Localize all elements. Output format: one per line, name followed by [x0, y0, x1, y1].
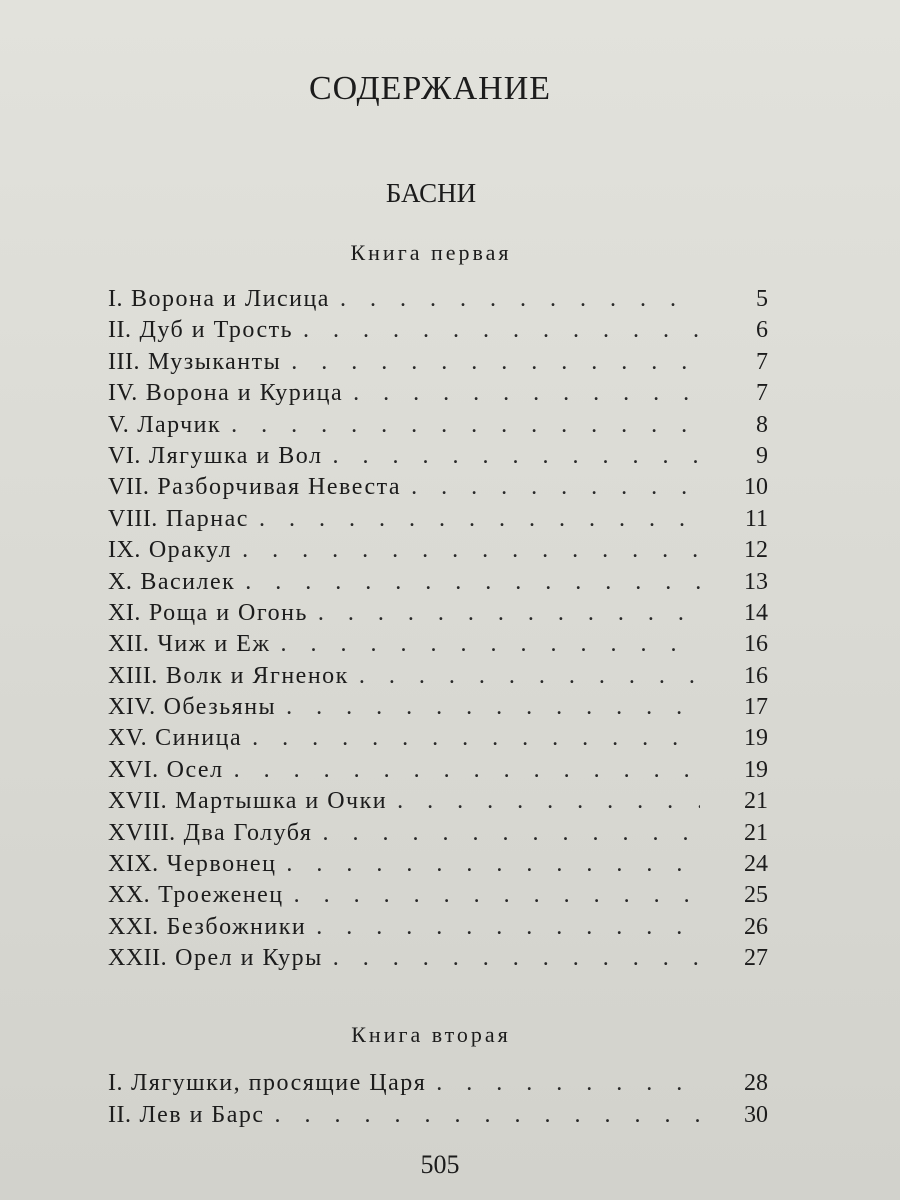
entry-page: 9 [756, 442, 768, 469]
entry-numeral: XIV. [108, 694, 156, 721]
entry-page: 7 [756, 380, 768, 407]
toc-entry [108, 412, 768, 443]
dot-leader [234, 757, 700, 784]
dot-leader [322, 820, 700, 847]
entry-title: Роща и Огонь [148, 599, 308, 626]
entry-title: Музыканты [147, 348, 282, 375]
entry-numeral: VIII. [108, 505, 158, 532]
entry-numeral: I. [108, 1070, 123, 1096]
entry-numeral: XIII. [108, 662, 158, 689]
entry-title: Оракул [148, 537, 233, 564]
entry-title: Лягушка и Вол [148, 442, 323, 469]
entry-page: 8 [756, 411, 768, 438]
page-title: СОДЕРЖАНИЕ [308, 70, 552, 107]
entry-title: Мартышка и Очки [175, 788, 388, 815]
toc-entry [108, 694, 768, 725]
entry-page: 10 [744, 474, 768, 501]
dot-leader [259, 506, 700, 533]
entry-numeral: XVII. [108, 788, 168, 815]
entry-page: 6 [756, 317, 768, 344]
entry-title: Осел [166, 756, 224, 783]
entry-numeral: IV. [108, 380, 138, 407]
entry-title: Орел и Куры [175, 945, 323, 972]
dot-leader [280, 631, 700, 658]
entry-numeral: II. [108, 1102, 132, 1128]
toc-entry [108, 757, 768, 788]
book-two-contents [108, 1070, 768, 1134]
toc-entry [108, 945, 768, 976]
entry-page: 19 [744, 756, 768, 783]
dot-leader [316, 914, 700, 941]
entry-numeral: XXII. [108, 945, 168, 972]
entry-page: 16 [744, 662, 768, 689]
entry-title: Два Голубя [183, 819, 313, 846]
entry-page: 14 [744, 599, 768, 626]
entry-title: Волк и Ягненок [165, 662, 349, 689]
dot-leader [252, 725, 700, 752]
toc-entry [108, 506, 768, 537]
book-two-heading: Книга вторая [351, 1022, 511, 1047]
entry-numeral: VII. [108, 474, 150, 501]
toc-entry [108, 380, 768, 411]
entry-title: Обезьяны [163, 694, 277, 721]
dot-leader [245, 569, 700, 596]
entry-numeral: XXI. [108, 913, 159, 940]
entry-numeral: I. [108, 286, 123, 312]
section-heading: БАСНИ [385, 178, 477, 208]
dot-leader [294, 882, 700, 909]
dot-leader [333, 945, 700, 972]
entry-title: Троеженец [158, 882, 284, 909]
entry-title: Чиж и Еж [157, 631, 271, 658]
entry-title: Ворона и Курица [145, 380, 344, 407]
entry-numeral: V. [108, 411, 130, 438]
toc-entry [108, 725, 768, 756]
toc-entry [108, 788, 768, 819]
entry-title: Безбожники [166, 913, 307, 940]
dot-leader [286, 694, 700, 721]
entry-page: 27 [744, 945, 768, 972]
entry-page: 30 [744, 1102, 768, 1128]
entry-page: 28 [744, 1070, 768, 1096]
toc-entry [108, 537, 768, 568]
entry-page: 17 [744, 694, 768, 721]
entry-numeral: IX. [108, 537, 141, 564]
entry-title: Ворона и Лисица [131, 286, 330, 312]
dot-leader [231, 412, 700, 439]
entry-numeral: XX. [108, 882, 151, 909]
entry-numeral: XV. [108, 725, 148, 752]
book-one-contents [108, 286, 768, 977]
dot-leader [436, 1070, 700, 1097]
dot-leader [286, 851, 700, 878]
toc-entry [108, 914, 768, 945]
toc-entry [108, 600, 768, 631]
dot-leader [318, 600, 700, 627]
dot-leader [340, 286, 700, 313]
entry-page: 11 [744, 505, 768, 532]
toc-entry [108, 1102, 768, 1134]
toc-entry [108, 820, 768, 851]
entry-numeral: III. [108, 348, 140, 375]
entry-title: Дуб и Трость [139, 317, 294, 344]
entry-title: Червонец [166, 851, 277, 878]
entry-page: 7 [756, 348, 768, 375]
entry-title: Лягушки, просящие Царя [131, 1070, 427, 1096]
entry-page: 26 [744, 913, 768, 940]
entry-title: Синица [155, 725, 243, 752]
toc-entry [108, 569, 768, 600]
toc-entry [108, 882, 768, 913]
entry-title: Ларчик [137, 411, 222, 438]
dot-leader [353, 380, 700, 407]
entry-page: 5 [756, 286, 768, 312]
toc-entry [108, 631, 768, 662]
dot-leader [291, 349, 700, 376]
toc-entry [108, 443, 768, 474]
dot-leader [359, 663, 700, 690]
dot-leader [303, 317, 700, 344]
entry-page: 12 [744, 537, 768, 564]
toc-entry [108, 1070, 768, 1102]
toc-entry [108, 663, 768, 694]
toc-entry [108, 349, 768, 380]
dot-leader [332, 443, 700, 470]
entry-numeral: XII. [108, 631, 150, 658]
entry-numeral: X. [108, 568, 133, 595]
toc-entry [108, 474, 768, 505]
entry-title: Парнас [165, 505, 249, 532]
entry-page: 13 [744, 568, 768, 595]
entry-numeral: II. [108, 317, 132, 344]
entry-numeral: XI. [108, 599, 141, 626]
toc-entry [108, 317, 768, 348]
entry-title: Разборчивая Невеста [157, 474, 402, 501]
book-one-heading: Книга первая [350, 240, 512, 265]
entry-title: Василек [140, 568, 236, 595]
entry-page: 21 [744, 788, 768, 815]
toc-entry [108, 286, 768, 317]
dot-leader [275, 1102, 700, 1129]
entry-numeral: XVIII. [108, 819, 176, 846]
entry-numeral: XVI. [108, 756, 159, 783]
dot-leader [242, 537, 700, 564]
entry-page: 19 [744, 725, 768, 752]
entry-numeral: VI. [108, 442, 141, 469]
page-number: 505 [420, 1150, 460, 1179]
entry-numeral: XIX. [108, 851, 159, 878]
entry-page: 25 [744, 882, 768, 909]
dot-leader [411, 474, 700, 501]
entry-page: 21 [744, 819, 768, 846]
entry-page: 16 [744, 631, 768, 658]
toc-entry [108, 851, 768, 882]
entry-page: 24 [744, 851, 768, 878]
entry-title: Лев и Барс [139, 1102, 265, 1128]
dot-leader [397, 788, 700, 815]
